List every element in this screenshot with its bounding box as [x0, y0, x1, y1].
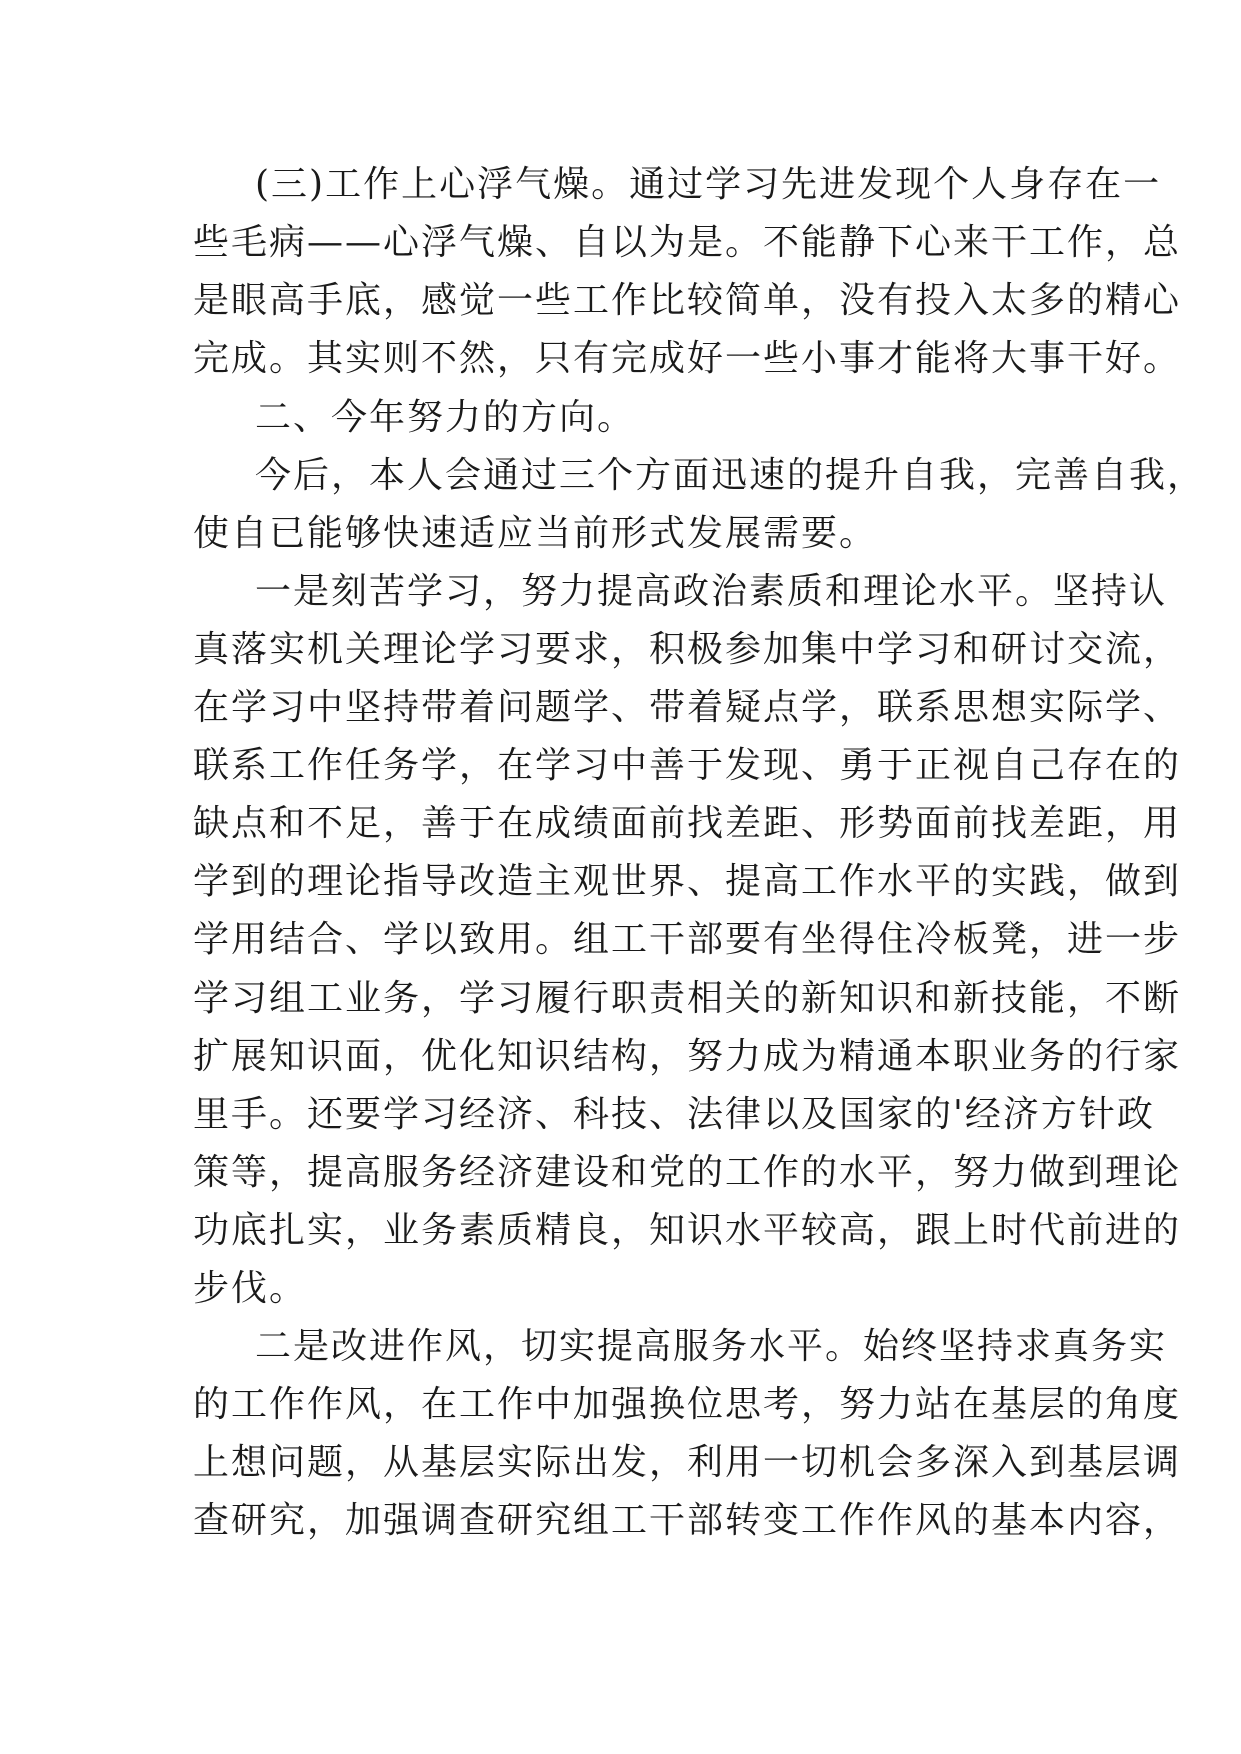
text-line: 学到的理论指导改造主观世界、提高工作水平的实践，做到	[193, 861, 1182, 902]
text-line: 查研究，加强调查研究组工干部转变工作作风的基本内容，	[193, 1500, 1182, 1541]
text-line: 完成。其实则不然，只有完成好一些小事才能将大事干好。	[193, 338, 1182, 379]
text-line: 里手。还要学习经济、科技、法律以及国家的'经济方针政	[193, 1094, 1155, 1135]
text-line: 一是刻苦学习，努力提高政治素质和理论水平。坚持认	[255, 571, 1168, 612]
text-line: 步伐。	[193, 1268, 308, 1309]
text-line: 扩展知识面，优化知识结构，努力成为精通本职业务的行家	[193, 1036, 1182, 1077]
text-line: 在学习中坚持带着问题学、带着疑点学，联系思想实际学、	[193, 687, 1182, 728]
text-line: 是眼高手底，感觉一些工作比较简单，没有投入太多的精心	[193, 280, 1182, 321]
text-line: 缺点和不足，善于在成绩面前找差距、形势面前找差距，用	[193, 803, 1182, 844]
text-line: 真落实机关理论学习要求，积极参加集中学习和研讨交流，	[193, 629, 1182, 670]
section-heading: 二、今年努力的方向。	[255, 397, 636, 438]
text-line: 的工作作风，在工作中加强换位思考，努力站在基层的角度	[193, 1384, 1182, 1425]
text-line: 今后，本人会通过三个方面迅速的提升自我，完善自我，	[255, 455, 1206, 496]
text-line: 二是改进作风，切实提高服务水平。始终坚持求真务实	[255, 1326, 1168, 1367]
text-line: 些毛病——心浮气燥、自以为是。不能静下心来干工作，总	[193, 222, 1182, 263]
text-line: 学习组工业务，学习履行职责相关的新知识和新技能，不断	[193, 978, 1182, 1019]
text-line: 学用结合、学以致用。组工干部要有坐得住冷板凳，进一步	[193, 919, 1182, 960]
text-line: 上想问题，从基层实际出发，利用一切机会多深入到基层调	[193, 1442, 1182, 1483]
text-line: 联系工作任务学，在学习中善于发现、勇于正视自己存在的	[193, 745, 1182, 786]
text-line: 使自已能够快速适应当前形式发展需要。	[193, 513, 878, 554]
text-line: 策等，提高服务经济建设和党的工作的水平，努力做到理论	[193, 1152, 1182, 1193]
text-line: 功底扎实，业务素质精良，知识水平较高，跟上时代前进的	[193, 1210, 1182, 1251]
text-line: (三)工作上心浮气燥。通过学习先进发现个人身存在一	[255, 164, 1162, 205]
